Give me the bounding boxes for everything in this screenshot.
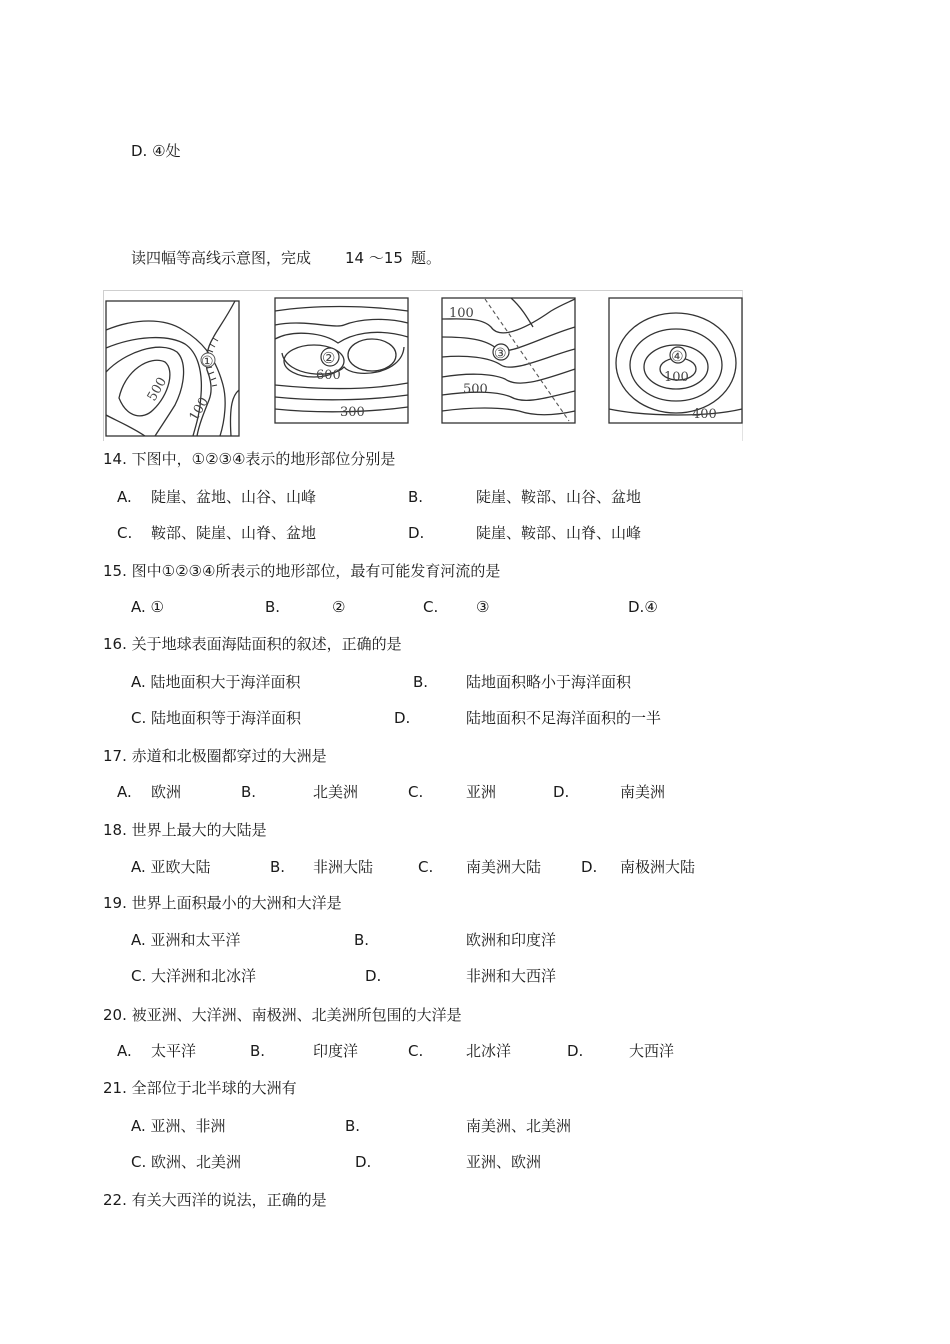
q21-option-b-letter: B. [345,1117,361,1135]
q20-option-a-letter: A. [117,1042,132,1060]
q18-option-a-text: 亚欧大陆 [150,858,211,876]
map4-label-a: 100 [664,370,689,385]
question-14-stem: 14. 下图中，①②③④表示的地形部位分别是 [103,450,396,468]
q19-option-a [131,930,241,950]
q16-option-c-letter: C. [131,709,147,727]
map3-label-b: 500 [463,382,488,397]
q17-option-c-letter: C. [408,783,424,801]
map1-label-b: 100 [186,394,213,424]
q14-option-b-text: 陡崖、鞍部、山谷、盆地 [476,488,642,506]
q15-option-b-letter: B. [265,598,281,616]
q20-option-d-text: 大西洋 [629,1042,675,1060]
q20-option-d-letter: D. [567,1042,584,1060]
question-15-stem: 15. 图中①②③④所表示的地形部位，最有可能发育河流的是 [103,562,501,580]
q18-option-b-text: 非洲大陆 [313,858,374,876]
q16-option-c [131,708,301,728]
map1-marker: ① [201,354,214,370]
q21-option-a-text: 亚洲、非洲 [150,1117,226,1135]
figure-intro [131,248,441,268]
q16-option-a-text: 陆地面积大于海洋面积 [150,673,301,691]
map2-marker: ② [322,349,336,367]
q19-option-a-text: 亚洲和太平洋 [150,931,241,949]
q21-option-a [131,1116,226,1136]
q17-option-d-text: 南美洲 [620,783,666,801]
q15-option-a-text: ① [150,598,164,616]
question-18-stem: 18. 世界上最大的大陆是 [103,821,267,839]
q19-option-d-text: 非洲和大西洋 [466,967,557,985]
intro-suffix: 题。 [410,249,441,267]
map4-label-b: 400 [692,407,717,422]
contour-map-1 [105,300,241,438]
q16-option-b-letter: B. [413,673,429,691]
q16-option-c-text: 陆地面积等于海洋面积 [151,709,302,727]
q14-option-b-letter: B. [408,488,424,506]
q16-option-d-letter: D. [394,709,411,727]
q21-option-d-letter: D. [355,1153,372,1171]
q18-option-a-letter: A. [131,858,146,876]
contour-map-2 [274,297,410,425]
intro-range: 14 ～15 [345,249,403,267]
map3-label-a: 100 [449,306,474,321]
q19-option-c-letter: C. [131,967,147,985]
q14-option-c-text: 鞍部、陡崖、山脊、盆地 [151,524,317,542]
q21-option-a-letter: A. [131,1117,146,1135]
q17-option-a-text: 欧洲 [151,783,182,801]
map3-marker: ③ [494,346,507,362]
question-16-stem: 16. 关于地球表面海陆面积的叙述，正确的是 [103,635,402,653]
q16-option-a-letter: A. [131,673,146,691]
q15-option-a-letter: A. [131,598,146,616]
q21-option-c-letter: C. [131,1153,147,1171]
contour-map-3 [441,297,577,425]
q14-option-a-letter: A. [117,488,132,506]
question-22-stem: 22. 有关大西洋的说法，正确的是 [103,1191,327,1209]
q17-option-a-letter: A. [117,783,132,801]
map4-marker: ④ [671,349,684,365]
contour-map-4 [608,297,744,425]
q20-option-b-text: 印度洋 [313,1042,359,1060]
q20-option-a-text: 太平洋 [151,1042,197,1060]
q16-option-a [131,672,301,692]
q21-option-d-text: 亚洲、欧洲 [466,1153,542,1171]
q17-option-c-text: 亚洲 [466,783,497,801]
q20-option-b-letter: B. [250,1042,266,1060]
q21-option-c [131,1152,241,1172]
q18-option-c-letter: C. [418,858,434,876]
q20-option-c-letter: C. [408,1042,424,1060]
q17-option-b-text: 北美洲 [313,783,359,801]
q16-option-d-text: 陆地面积不足海洋面积的一半 [466,709,662,727]
q18-option-d-letter: D. [581,858,598,876]
map2-label-a: 600 [316,368,341,383]
question-17-stem: 17. 赤道和北极圈都穿过的大洲是 [103,747,327,765]
q17-option-d-letter: D. [553,783,570,801]
q15-option-a [131,597,164,617]
map1-label-a: 500 [144,374,171,404]
q20-option-c-text: 北冰洋 [466,1042,512,1060]
q15-option-d-letter: D. [628,598,645,616]
q15-option-d [628,597,658,617]
q19-option-b-text: 欧洲和印度洋 [466,931,557,949]
q21-option-b-text: 南美洲、北美洲 [466,1117,572,1135]
question-20-stem: 20. 被亚洲、大洋洲、南极洲、北美洲所包围的大洋是 [103,1006,462,1024]
q19-option-d-letter: D. [365,967,382,985]
q17-option-b-letter: B. [241,783,257,801]
q18-option-c-text: 南美洲大陆 [466,858,542,876]
q14-option-a-text: 陡崖、盆地、山谷、山峰 [151,488,317,506]
q19-option-c [131,966,256,986]
prev-question-option-d: D. ④处 [131,142,181,160]
q15-option-d-text: ④ [644,598,658,616]
q14-option-c-letter: C. [117,524,133,542]
map2-label-b: 300 [340,405,365,420]
q19-option-a-letter: A. [131,931,146,949]
q21-option-c-text: 欧洲、北美洲 [151,1153,242,1171]
q15-option-b-text: ② [332,598,346,616]
question-19-stem: 19. 世界上面积最小的大洲和大洋是 [103,894,342,912]
question-21-stem: 21. 全部位于北半球的大洲有 [103,1079,297,1097]
q15-option-c-text: ③ [476,598,490,616]
q18-option-d-text: 南极洲大陆 [620,858,696,876]
q15-option-c-letter: C. [423,598,439,616]
q16-option-b-text: 陆地面积略小于海洋面积 [466,673,632,691]
q19-option-c-text: 大洋洲和北冰洋 [151,967,257,985]
intro-text: 读四幅等高线示意图，完成 [131,249,312,267]
q14-option-d-text: 陡崖、鞍部、山脊、山峰 [476,524,642,542]
q14-option-d-letter: D. [408,524,425,542]
q19-option-b-letter: B. [354,931,370,949]
q18-option-b-letter: B. [270,858,286,876]
q18-option-a [131,857,211,877]
